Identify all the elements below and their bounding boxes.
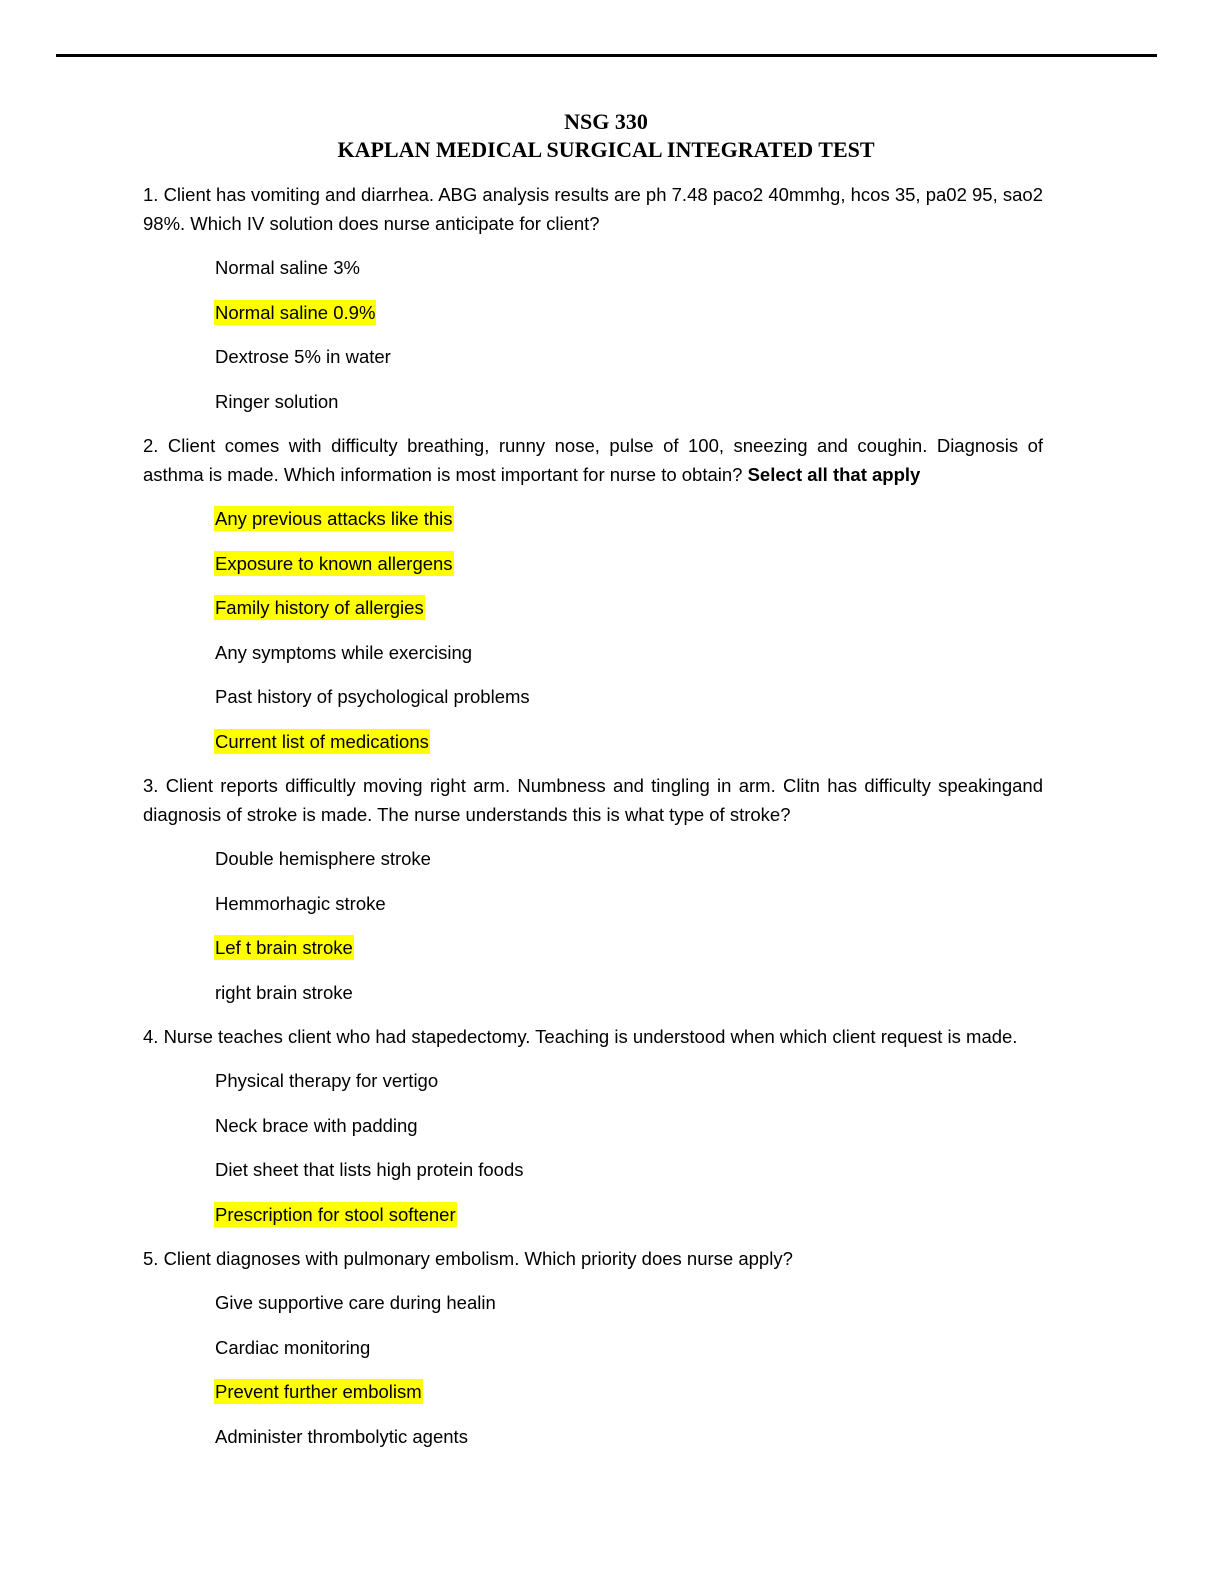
answer-option [214,1333,1043,1363]
answer-option [214,342,1043,372]
question-list [143,180,1043,1466]
answer-option [214,387,1043,417]
answer-option-label: Give supportive care during healin [215,1292,496,1313]
answer-option-label: right brain stroke [215,981,353,1003]
answer-option-label: Any symptoms while exercising [215,641,473,663]
answer-option-label: Exposure to known allergens [215,552,453,574]
question-text: 3. Client reports difficultly moving right arm. Numbness and tingling in arm. Clitn has difficulty speakingand diagnosis of stroke is made. The nurse understands this is what type of stroke? [143,775,1043,825]
question-4 [143,1022,1043,1051]
answer-option-label: Current list of medications [215,730,429,752]
answer-options [214,504,1043,756]
answer-option-label: Ringer solution [215,390,339,412]
question-3 [143,771,1043,829]
answer-option-label: Administer thrombolytic agents [215,1425,468,1447]
answer-options [214,844,1043,1007]
answer-option-highlighted [214,549,1043,579]
question-2 [143,431,1043,489]
answer-option [214,638,1043,668]
answer-option [214,1288,1043,1318]
answer-option-label: Normal saline 0.9% [215,301,376,323]
answer-option [214,253,1043,283]
question-text: 1. Client has vomiting and diarrhea. ABG analysis results are ph 7.48 paco2 40mmhg, hcos 35, pa02 95, sao2 98%. Which IV solution does nurse anticipate for client? [143,184,1043,234]
answer-option-label: Any previous attacks like this [215,508,453,529]
question-text: 2. Client comes with difficulty breathing, runny nose, pulse of 100, sneezing and coughin. Diagnosis of asthma is made. Which information is most important for nurse to obtain? [143,435,1043,485]
question-text: 4. Nurse teaches client who had stapedectomy. Teaching is understood when which client request is made. [143,1026,1018,1047]
answer-option [214,844,1043,874]
course-code: NSG 330 [564,109,648,134]
answer-option-highlighted [214,1200,1043,1230]
answer-option-label: Cardiac monitoring [215,1336,371,1358]
answer-option [214,1111,1043,1141]
answer-options [214,1288,1043,1451]
answer-options [214,253,1043,416]
answer-option [214,1155,1043,1185]
answer-option [214,682,1043,712]
answer-option-label: Physical therapy for vertigo [215,1070,439,1091]
answer-option-highlighted [214,727,1043,757]
question-instruction: Select all that apply [747,464,921,485]
answer-option-label: Normal saline 3% [215,257,360,278]
answer-option-highlighted [214,298,1043,328]
answer-option-highlighted [214,504,1043,534]
answer-option-label: Family history of allergies [215,597,424,618]
answer-option-label: Lef t brain stroke [215,937,353,958]
answer-option-label: Diet sheet that lists high protein foods [215,1159,524,1180]
answer-options [214,1066,1043,1229]
question-text: 5. Client diagnoses with pulmonary embolism. Which priority does nurse apply? [143,1248,793,1269]
title-block [0,108,1212,164]
question-1 [143,180,1043,238]
answer-option-label: Dextrose 5% in water [215,346,391,367]
answer-option-label: Past history of psychological problems [215,686,530,707]
test-title: KAPLAN MEDICAL SURGICAL INTEGRATED TEST [337,137,875,162]
answer-option [214,1066,1043,1096]
answer-option-highlighted [214,1377,1043,1407]
answer-option [214,978,1043,1008]
answer-option-highlighted [214,593,1043,623]
question-5 [143,1244,1043,1273]
answer-option-label: Hemmorhagic stroke [215,892,386,914]
answer-option-label: Neck brace with padding [215,1114,418,1136]
answer-option-label: Double hemisphere stroke [215,848,431,869]
answer-option [214,1422,1043,1452]
top-rule [56,54,1157,57]
answer-option [214,889,1043,919]
answer-option-highlighted [214,933,1043,963]
answer-option-label: Prescription for stool softener [215,1203,456,1225]
answer-option-label: Prevent further embolism [215,1381,422,1402]
